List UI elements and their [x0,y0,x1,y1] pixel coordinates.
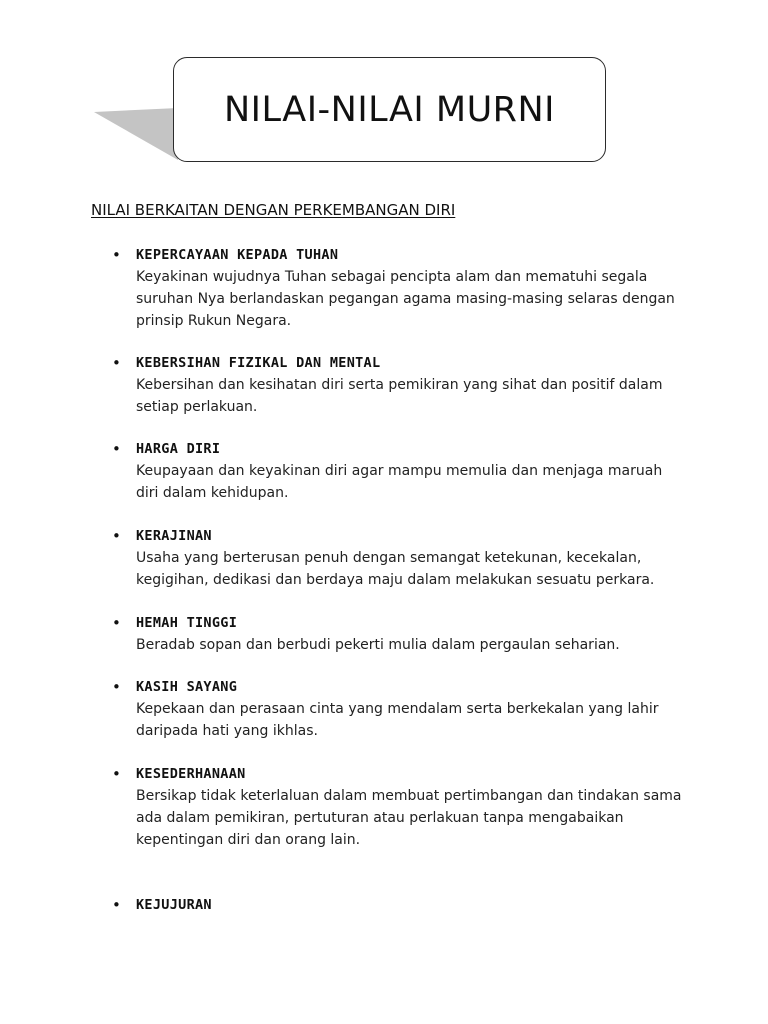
value-description [136,698,676,742]
title-box [173,57,606,162]
description-line: prinsip Rukun Negara. [136,313,292,329]
description-line: diri dalam kehidupan. [136,485,289,501]
bullet-icon: • [112,246,121,264]
value-title: KEBERSIHAN FIZIKAL DAN MENTAL [136,355,381,371]
value-description [136,547,676,591]
description-line: Bersikap tidak keterlaluan dalam membuat pertimbangan dan tindakan sama [136,788,682,804]
value-title: KASIH SAYANG [136,679,238,695]
section-heading: NILAI BERKAITAN DENGAN PERKEMBANGAN DIRI [91,201,456,219]
description-line: kepentingan diri dan orang lain. [136,832,361,848]
description-line: ada dalam pemikiran, pertuturan atau perlakuan tanpa mengabaikan [136,810,624,826]
value-title: KERAJINAN [136,528,212,544]
value-description [136,785,682,851]
description-line: daripada hati yang ikhlas. [136,723,318,739]
description-line: suruhan Nya berlandaskan pegangan agama masing-masing selaras dengan [136,291,675,307]
value-title: KEPERCAYAAN KEPADA TUHAN [136,247,339,263]
value-title: HARGA DIRI [136,441,221,457]
description-line: Keyakinan wujudnya Tuhan sebagai pencipta alam dan mematuhi segala [136,269,648,285]
value-description [136,266,676,332]
bullet-icon: • [112,440,121,458]
value-description [136,634,676,656]
bullet-icon: • [112,354,121,372]
description-line: Keupayaan dan keyakinan diri agar mampu memulia dan menjaga maruah [136,463,663,479]
value-title: KEJUJURAN [136,897,212,913]
value-description [136,460,676,504]
description-line: Kepekaan dan perasaan cinta yang mendalam serta berkekalan yang lahir [136,701,659,717]
bullet-icon: • [112,614,121,632]
value-title: HEMAH TINGGI [136,615,238,631]
bullet-icon: • [112,765,121,783]
bullet-icon: • [112,896,121,914]
description-line: Usaha yang berterusan penuh dengan semangat ketekunan, kecekalan, [136,550,642,566]
value-description [136,374,676,418]
description-line: kegigihan, dedikasi dan berdaya maju dalam melakukan sesuatu perkara. [136,572,655,588]
value-title: KESEDERHANAAN [136,766,246,782]
bullet-icon: • [112,527,121,545]
description-line: setiap perlakuan. [136,399,258,415]
bullet-icon: • [112,678,121,696]
description-line: Beradab sopan dan berbudi pekerti mulia dalam pergaulan seharian. [136,637,620,653]
title-shadow-polygon [94,108,178,160]
page-title: NILAI-NILAI MURNI [223,89,556,130]
description-line: Kebersihan dan kesihatan diri serta pemikiran yang sihat dan positif dalam [136,377,663,393]
